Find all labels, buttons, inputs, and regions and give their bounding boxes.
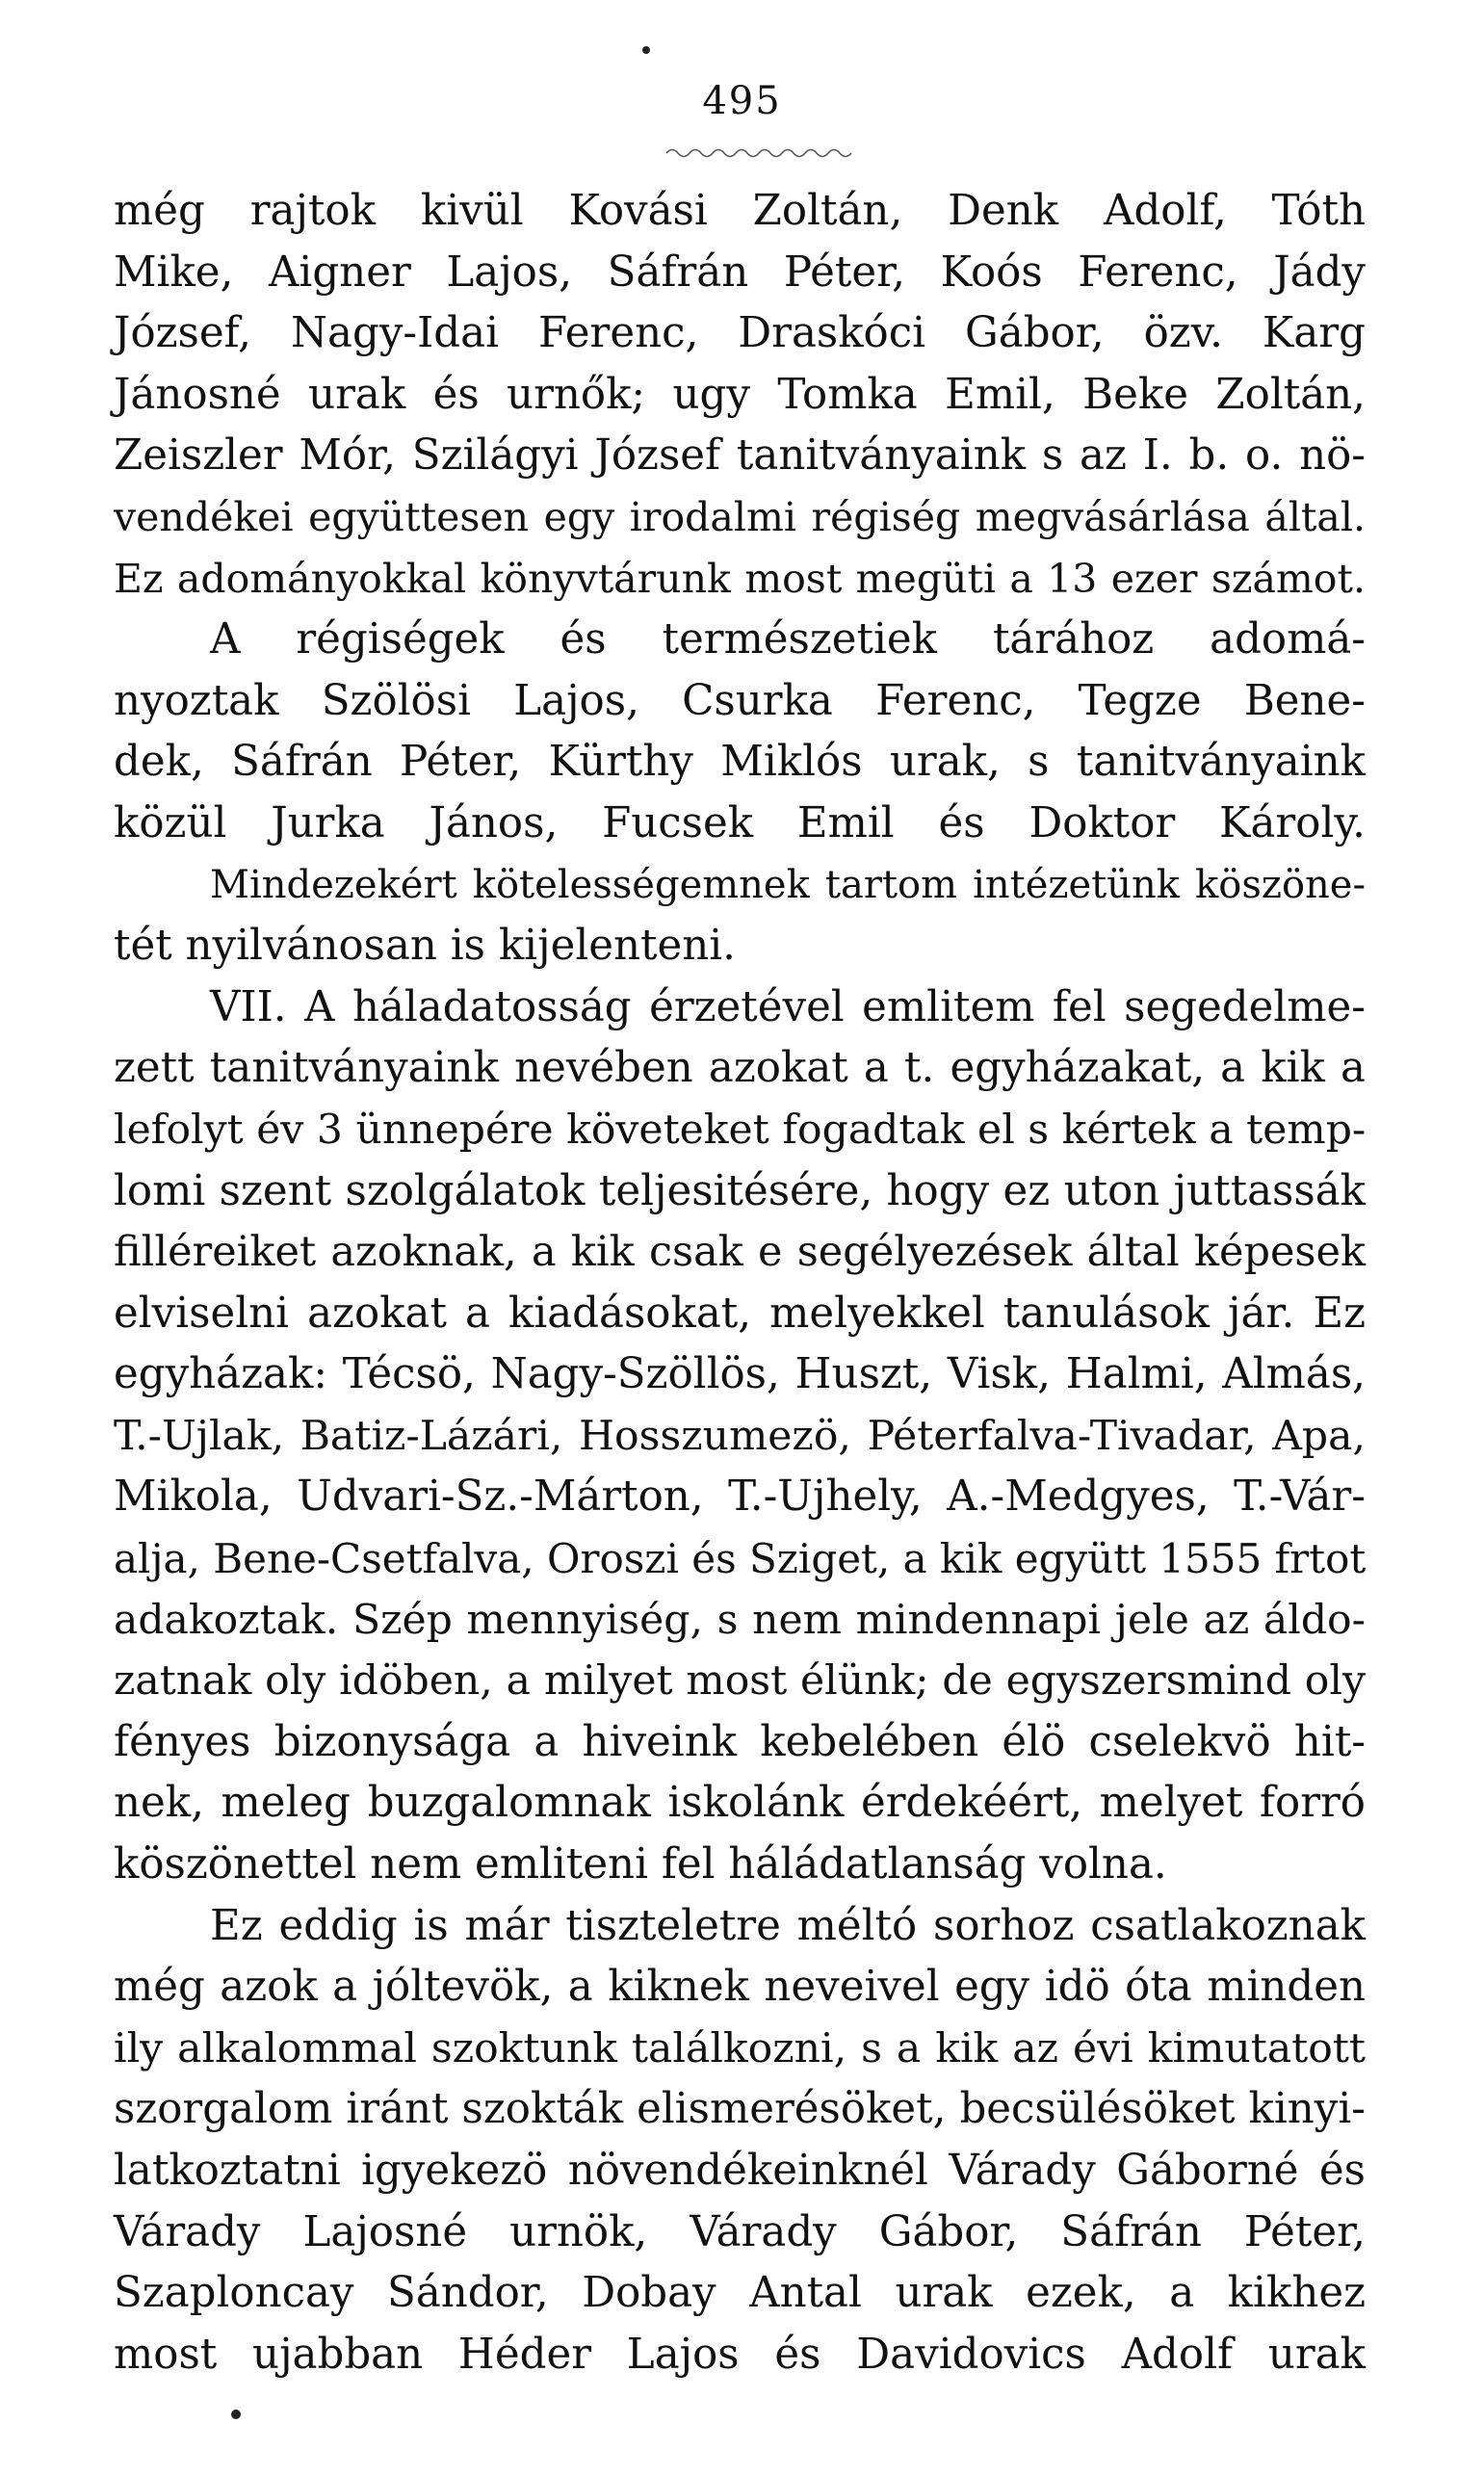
text-line: VII. A háladatosság érzetével emlitem fel segedelme- — [210, 982, 1366, 1031]
text-line: Ez adományokkal könyvtárunk most megüti a 13 ezer számot. — [114, 555, 1366, 602]
text-line: Zeiszler Mór, Szilágyi József tanitványaink s az I. b. o. nö- — [114, 431, 1366, 481]
text-line: nyoztak Szölösi Lajos, Csurka Ferenc, Tegze Bene- — [114, 676, 1366, 725]
text-line: vendékei együttesen egy irodalmi régiség megvásárlása által. — [114, 493, 1366, 540]
text-line: Várady Lajosné urnök, Várady Gábor, Sáfrán Péter, — [114, 2207, 1366, 2256]
ink-speck-bottom — [231, 2410, 241, 2419]
text-line: még rajtok kivül Kovási Zoltán, Denk Adolf, Tóth — [114, 187, 1366, 235]
text-line: most ujabban Héder Lajos és Davidovics Adolf urak — [114, 2330, 1366, 2379]
text-line: fényes bizonysága a hiveink kebelében élö cselekvö hit- — [114, 1717, 1366, 1766]
text-line: Ez eddig is már tiszteletre méltó sorhoz csatlakoznak — [210, 1901, 1366, 1950]
text-line: A régiségek és természetiek tárához adomá- — [210, 615, 1366, 665]
text-line: még azok a jóltevök, a kiknek neveivel egy idö óta minden — [114, 1963, 1366, 2012]
text-line: Mike, Aigner Lajos, Sáfrán Péter, Koós Ferenc, Jády — [114, 248, 1366, 297]
text-line: Mindezekért kötelességemnek tartom intézetünk köszöne- — [210, 862, 1366, 907]
text-line: Jánosné urak és urnők; ugy Tomka Emil, Beke Zoltán, — [114, 370, 1366, 419]
body-text — [114, 181, 1366, 2385]
text-line: tét nyilvánosan is kijelenteni. — [114, 922, 736, 971]
text-line: köszönettel nem emliteni fel háládatlanság volna. — [114, 1840, 1167, 1890]
text-line: filléreiket azoknak, a kik csak e segélyezések által képesek — [114, 1228, 1366, 1277]
text-line: lefolyt év 3 ünnepére követeket fogadtak el s kértek a temp- — [114, 1106, 1367, 1154]
text-line: zett tanitványaink nevében azokat a t. egyházakat, a kik a — [114, 1044, 1366, 1093]
text-line: T.-Ujlak, Batiz-Lázári, Hosszumezö, Péterfalva-Tivadar, Apa, — [114, 1412, 1366, 1460]
text-line: zatnak oly idöben, a milyet most élünk; de egyszersmind oly — [114, 1657, 1366, 1706]
text-line: dek, Sáfrán Péter, Kürthy Miklós urak, s tanitványaink — [114, 738, 1366, 787]
text-line: Szaploncay Sándor, Dobay Antal urak ezek, a kikhez — [114, 2269, 1366, 2318]
text-line: Mikola, Udvari-Sz.-Márton, T.-Ujhely, A.-Medgyes, T.-Vár- — [114, 1473, 1366, 1522]
text-line: lomi szent szolgálatok teljesitésére, hogy ez uton juttassák — [114, 1166, 1366, 1215]
text-line: szorgalom iránt szokták elismerésöket, becsülésöket kinyi- — [114, 2085, 1366, 2134]
page-number: 495 — [702, 79, 782, 123]
ink-speck-top — [642, 46, 650, 54]
text-line: ily alkalommal szoktunk találkozni, s a kik az évi kimutatott — [114, 2024, 1366, 2072]
text-line: elviselni azokat a kiadásokat, melyekkel tanulások jár. Ez — [114, 1289, 1366, 1338]
text-line: József, Nagy-Idai Ferenc, Draskóci Gábor, özv. Karg — [114, 309, 1366, 358]
text-line: adakoztak. Szép mennyiség, s nem mindennapi jele az áldo- — [114, 1596, 1366, 1644]
text-line: alja, Bene-Csetfalva, Oroszi és Sziget, a kik együtt 1555 frtot — [114, 1535, 1367, 1583]
text-line: latkoztatni igyekezö növendékeinknél Várady Gáborné és — [114, 2147, 1366, 2195]
text-line: közül Jurka János, Fucsek Emil és Doktor Károly. — [114, 798, 1366, 847]
text-line: egyházak: Técsö, Nagy-Szöllös, Huszt, Visk, Halmi, Almás, — [114, 1350, 1366, 1399]
text-line: nek, meleg buzgalomnak iskolánk érdekéért, melyet forró — [114, 1779, 1366, 1828]
header-ornament — [664, 144, 857, 162]
